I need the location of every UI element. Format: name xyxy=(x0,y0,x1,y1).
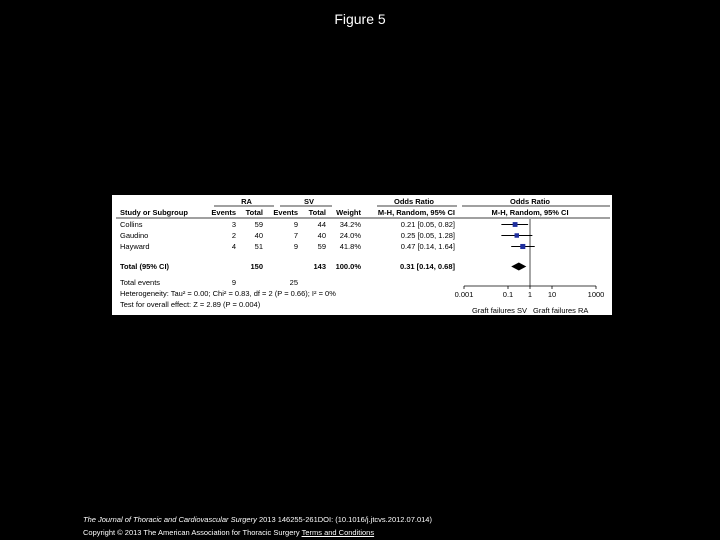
ra-total: 51 xyxy=(254,242,263,251)
ra-events: 2 xyxy=(231,231,236,240)
header-sv: SV xyxy=(303,197,315,206)
study-ci: 0.21 [0.05, 0.82] xyxy=(400,220,455,229)
ra-events: 3 xyxy=(231,220,236,229)
sv-events: 7 xyxy=(293,231,298,240)
study-weight: 34.2% xyxy=(339,220,361,229)
sv-total: 44 xyxy=(317,220,326,229)
favours-left-label: Graft failures SV xyxy=(471,306,527,315)
study-name: Hayward xyxy=(120,242,150,251)
study-name: Gaudino xyxy=(120,231,149,240)
terms-and-conditions-link[interactable]: Terms and Conditions xyxy=(301,528,375,537)
sv-total: 59 xyxy=(317,242,326,251)
total-ra: 150 xyxy=(250,262,263,271)
col-sv-events: Events xyxy=(273,208,298,217)
forest-plot-figure xyxy=(112,195,612,315)
total-events-sv: 25 xyxy=(289,278,298,287)
x-tick-label: 1000 xyxy=(587,290,605,299)
journal-citation xyxy=(83,515,432,524)
sv-total: 40 xyxy=(317,231,326,240)
x-tick-label: 0.001 xyxy=(454,290,474,299)
col-ra-events: Events xyxy=(211,208,236,217)
sv-events: 9 xyxy=(293,242,298,251)
x-tick-label: 1 xyxy=(527,290,533,299)
study-weight: 41.8% xyxy=(339,242,361,251)
total-sv: 143 xyxy=(313,262,326,271)
copyright-text: Copyright © 2013 The American Association for Thoracic Surgery xyxy=(83,528,300,537)
plot-header-method: M-H, Random, 95% CI xyxy=(491,208,569,217)
ra-total: 40 xyxy=(254,231,263,240)
col-ci: M-H, Random, 95% CI xyxy=(377,208,455,217)
total-ci: 0.31 [0.14, 0.68] xyxy=(399,262,455,271)
sv-events: 9 xyxy=(293,220,298,229)
overall-effect-text: Test for overall effect: Z = 2.89 (P = 0.004) xyxy=(120,300,261,309)
study-name: Collins xyxy=(120,220,143,229)
total-label: Total (95% CI) xyxy=(120,262,170,271)
favours-right-label: Graft failures RA xyxy=(533,306,589,315)
col-weight: Weight xyxy=(336,208,361,217)
ra-events: 4 xyxy=(231,242,236,251)
journal-name: The Journal of Thoracic and Cardiovascular Surgery xyxy=(83,515,257,524)
forest-plot xyxy=(112,195,612,315)
x-tick-label: 0.1 xyxy=(502,290,514,299)
pooled-diamond xyxy=(511,263,526,271)
study-ci: 0.47 [0.14, 1.64] xyxy=(400,242,455,251)
study-ci: 0.25 [0.05, 1.28] xyxy=(400,231,455,240)
total-weight: 100.0% xyxy=(335,262,361,271)
col-sv-total: Total xyxy=(308,208,326,217)
copyright-line xyxy=(83,528,374,537)
col-study: Study or Subgroup xyxy=(120,208,188,217)
study-marker xyxy=(520,244,525,249)
figure-title: Figure 5 xyxy=(334,11,386,27)
x-tick-label: 10 xyxy=(547,290,557,299)
header-ra: RA xyxy=(241,197,252,206)
journal-details: 2013 146255-261DOI: (10.1016/j.jtcvs.2012.07.014) xyxy=(258,515,432,524)
plot-header-odds-ratio: Odds Ratio xyxy=(509,197,551,206)
total-events-ra: 9 xyxy=(231,278,236,287)
total-events-label: Total events xyxy=(120,278,161,287)
study-marker xyxy=(515,233,519,237)
col-ra-total: Total xyxy=(245,208,263,217)
ra-total: 59 xyxy=(254,220,263,229)
study-weight: 24.0% xyxy=(339,231,361,240)
study-marker xyxy=(513,222,518,227)
header-odds-ratio: Odds Ratio xyxy=(393,197,435,206)
heterogeneity-text: Heterogeneity: Tau² = 0.00; Chi² = 0.83, df = 2 (P = 0.66); I² = 0% xyxy=(120,289,336,298)
